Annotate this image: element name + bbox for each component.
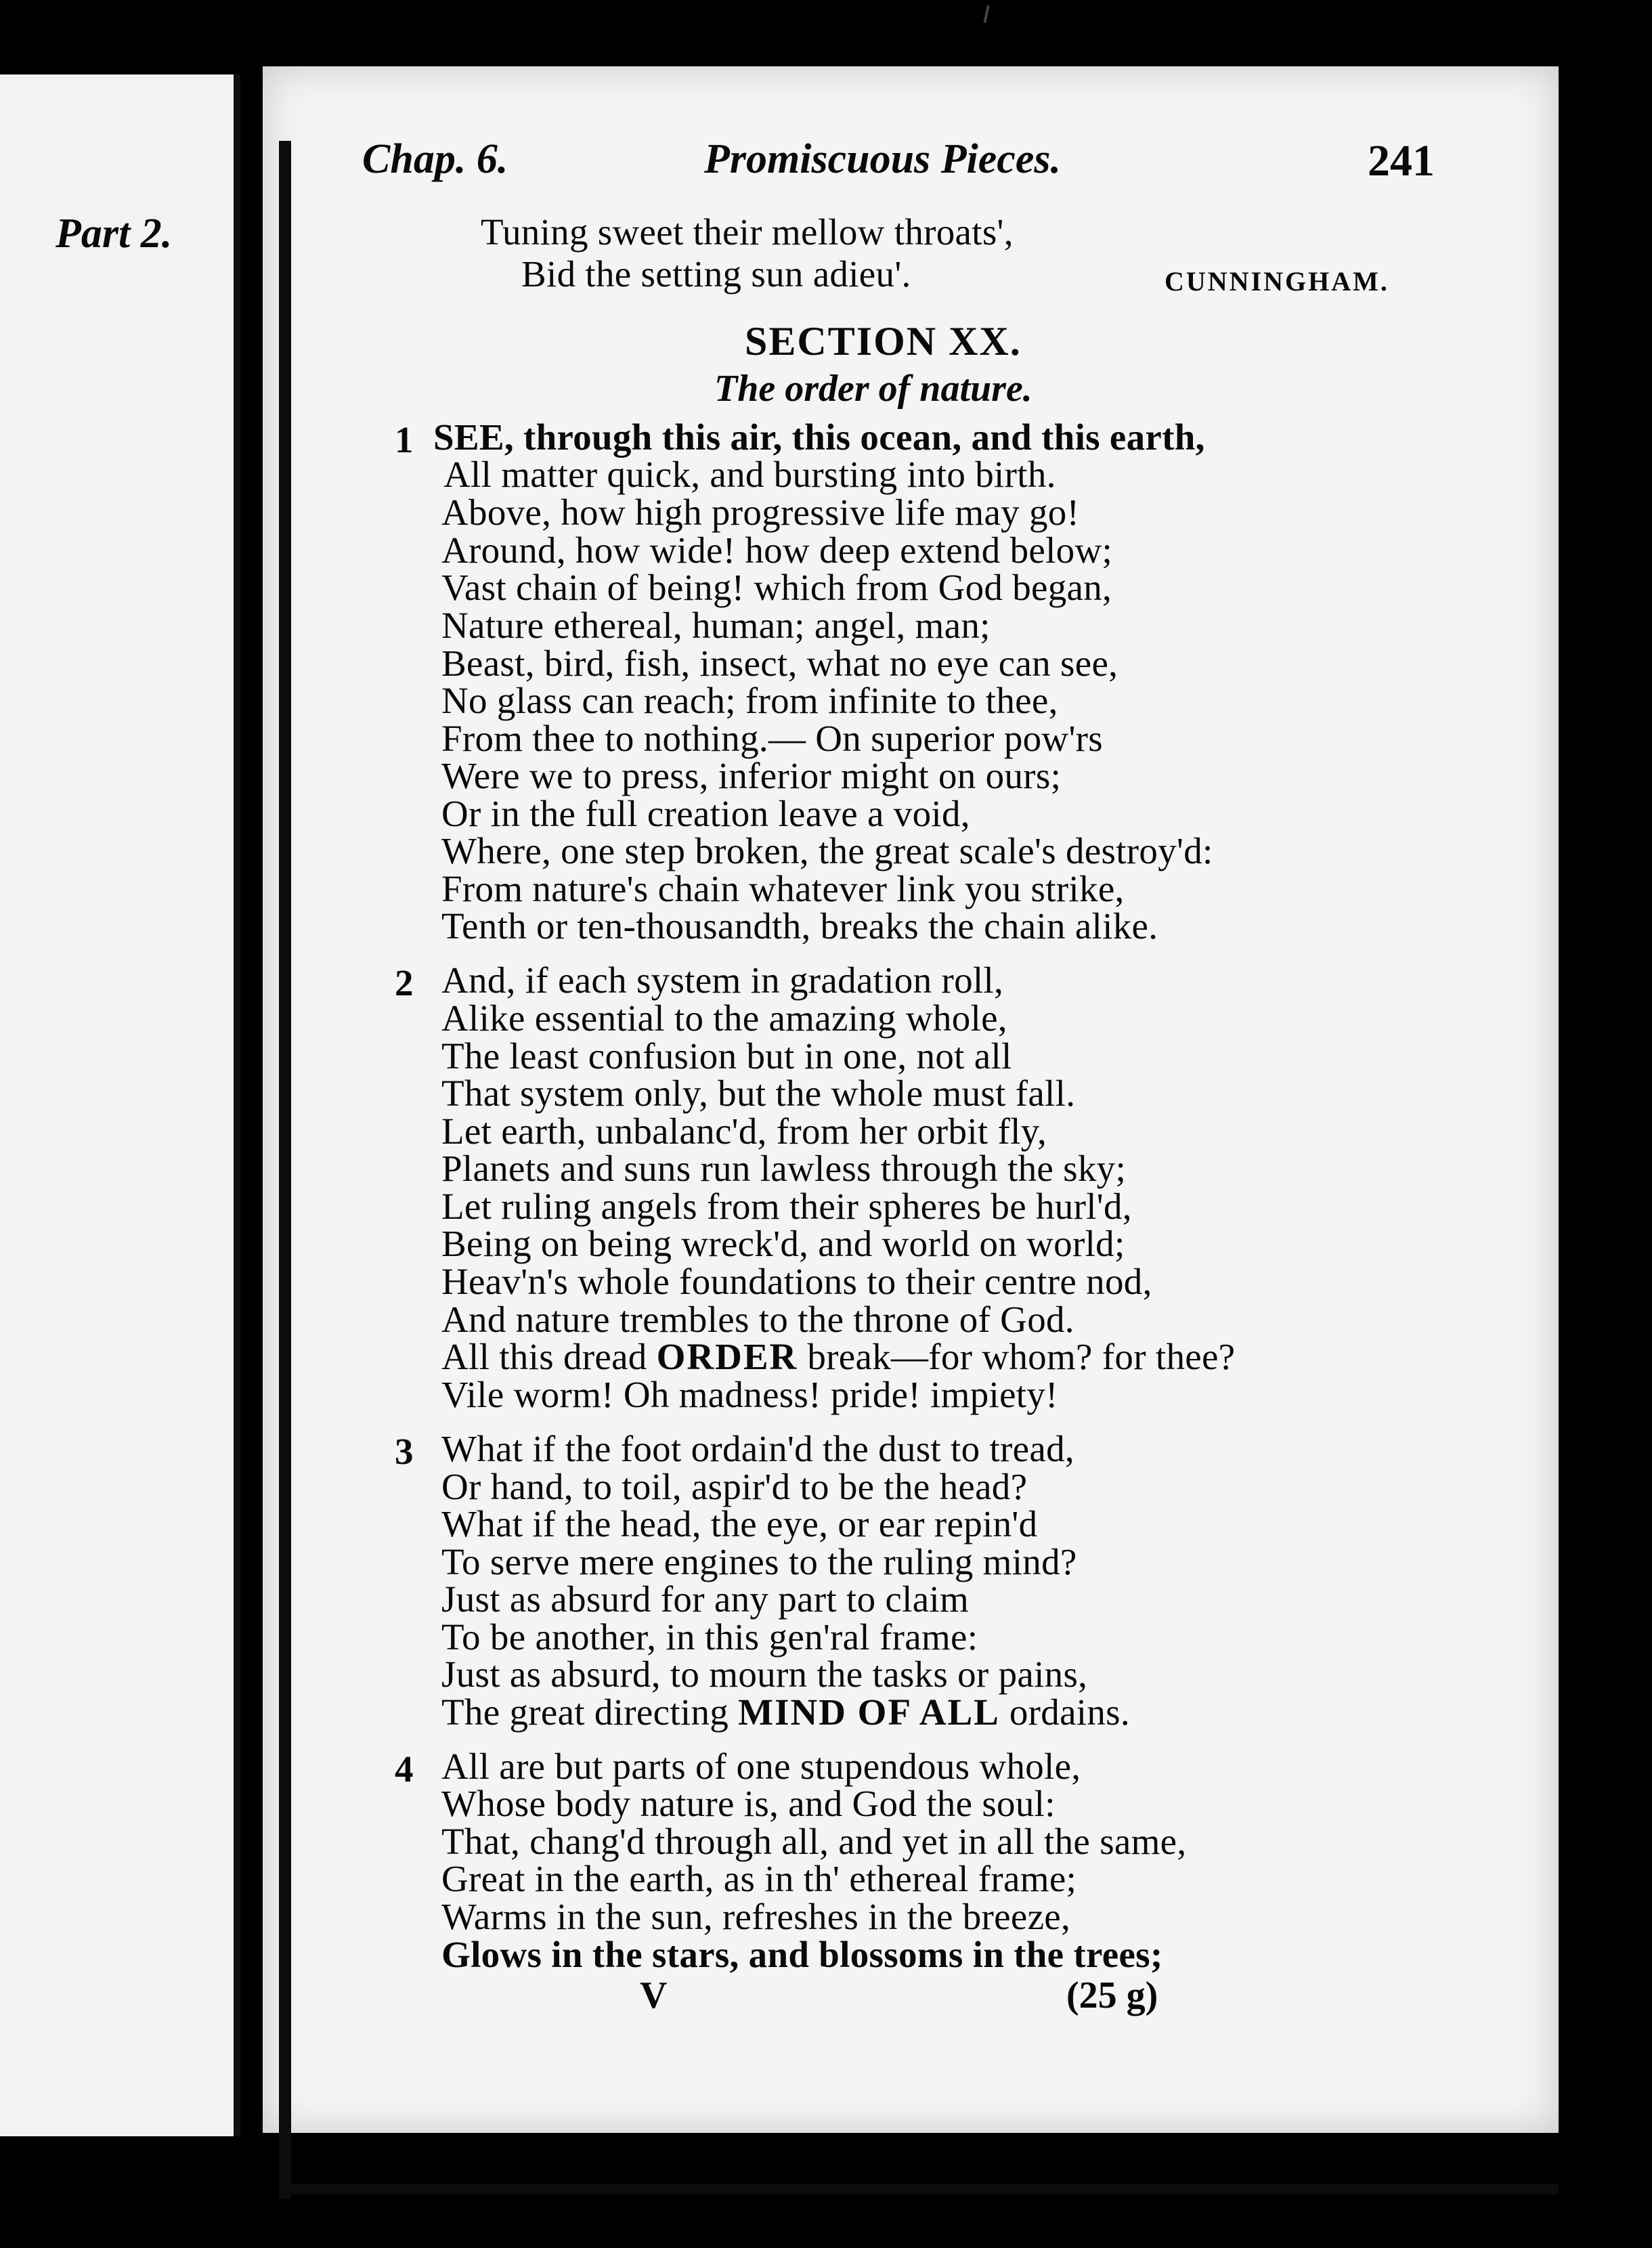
emphasis-order: ORDER <box>656 1336 798 1377</box>
section-heading: SECTION XX. <box>745 319 1022 364</box>
verse-line: And, if each system in gradation roll, <box>441 959 1004 1001</box>
verse-line: Let earth, unbalanc'd, from her orbit fly, <box>441 1110 1047 1152</box>
verse-line: That, chang'd through all, and yet in all the same, <box>441 1821 1187 1862</box>
previous-poem-line: Tuning sweet their mellow throats', <box>481 211 1014 253</box>
gutter-rule <box>279 141 291 2199</box>
verse-line: Heav'n's whole foundations to their centre nod, <box>441 1261 1152 1302</box>
verse-line: Just as absurd for any part to claim <box>441 1578 970 1620</box>
verse-line: To serve mere engines to the ruling mind? <box>441 1541 1077 1582</box>
verse-line: Above, how high progressive life may go! <box>441 492 1080 533</box>
verse-line: Planets and suns run lawless through the sky; <box>441 1148 1127 1189</box>
verse-line: All matter quick, and bursting into birth. <box>443 454 1056 495</box>
emphasis-mind-of-all: MIND OF ALL <box>738 1691 1000 1733</box>
verse-line: SEE, through this air, this ocean, and this earth, <box>433 416 1205 458</box>
section-subtitle: The order of nature. <box>714 368 1032 410</box>
verse-line: Or hand, to toil, aspir'd to be the head? <box>441 1466 1028 1507</box>
verse-line: Being on being wreck'd, and world on world; <box>441 1223 1125 1264</box>
verse-line: No glass can reach; from infinite to thee, <box>441 680 1058 721</box>
verse-text: break—for whom? for thee? <box>798 1336 1236 1377</box>
verse-line: Alike essential to the amazing whole, <box>441 997 1007 1039</box>
verse-line: Or in the full creation leave a void, <box>441 793 970 834</box>
stanza-number: 1 <box>395 419 414 460</box>
verse-line: Tenth or ten-thousandth, breaks the chain alike. <box>441 905 1158 947</box>
verse-line: Great in the earth, as in th' ethereal frame; <box>441 1858 1077 1899</box>
verse-line: From thee to nothing.— On superior pow'rs <box>441 718 1103 759</box>
verse-line: Around, how wide! how deep extend below; <box>441 529 1113 571</box>
page-edge <box>1559 61 1652 2248</box>
verse-text: All this dread <box>441 1336 657 1377</box>
attribution: CUNNINGHAM. <box>1165 266 1389 297</box>
signature-mark: V <box>640 1974 668 2016</box>
running-head-chapter: Chap. 6. <box>362 136 508 182</box>
verse-line: Let ruling angels from their spheres be hurl'd, <box>441 1186 1132 1227</box>
verse-line: To be another, in this gen'ral frame: <box>441 1616 978 1658</box>
verse-text: The great directing <box>441 1691 739 1733</box>
previous-poem-line: Bid the setting sun adieu'. <box>521 253 911 295</box>
verse-line: What if the foot ordain'd the dust to tread, <box>441 1428 1074 1469</box>
verse-line-order <box>441 1338 1235 1375</box>
verse-line: All are but parts of one stupendous whole, <box>441 1746 1081 1787</box>
verse-line: Vast chain of being! which from God began, <box>441 567 1112 608</box>
verse-line: Beast, bird, fish, insect, what no eye can see, <box>441 643 1118 684</box>
verse-line: Glows in the stars, and blossoms in the trees; <box>441 1934 1163 1975</box>
page-number: 241 <box>1368 136 1435 186</box>
verse-line: Warms in the sun, refreshes in the breeze, <box>441 1896 1071 1937</box>
facing-page <box>0 74 240 2136</box>
margin-mark <box>983 5 989 23</box>
stanza-number: 2 <box>395 962 414 1003</box>
verse-line: From nature's chain whatever link you strike, <box>441 868 1125 909</box>
gathering-mark: (25 g) <box>1066 1974 1158 2016</box>
verse-line-mind <box>441 1693 1130 1731</box>
verse-line: Where, one step broken, the great scale's destroy'd: <box>441 830 1213 871</box>
running-head-title: Promiscuous Pieces. <box>704 136 1061 182</box>
verse-line: Just as absurd, to mourn the tasks or pains, <box>441 1653 1088 1695</box>
verse-line: Whose body nature is, and God the soul: <box>441 1783 1056 1824</box>
verse-line: The least confusion but in one, not all <box>441 1035 1012 1077</box>
bottom-rule <box>279 2184 1579 2195</box>
verse-text: ordains. <box>999 1691 1130 1733</box>
verse-line: Nature ethereal, human; angel, man; <box>441 605 991 646</box>
verse-line: And nature trembles to the throne of God. <box>441 1299 1074 1340</box>
verse-line: Were we to press, inferior might on ours; <box>441 755 1062 796</box>
stanza-number: 4 <box>395 1748 414 1790</box>
stanza-number: 3 <box>395 1431 414 1472</box>
verse-line: Vile worm! Oh madness! pride! impiety! <box>441 1374 1058 1415</box>
verse-line: That system only, but the whole must fall. <box>441 1073 1076 1114</box>
facing-page-header: Part 2. <box>56 211 173 257</box>
verse-line: What if the head, the eye, or ear repin'd <box>441 1503 1038 1544</box>
